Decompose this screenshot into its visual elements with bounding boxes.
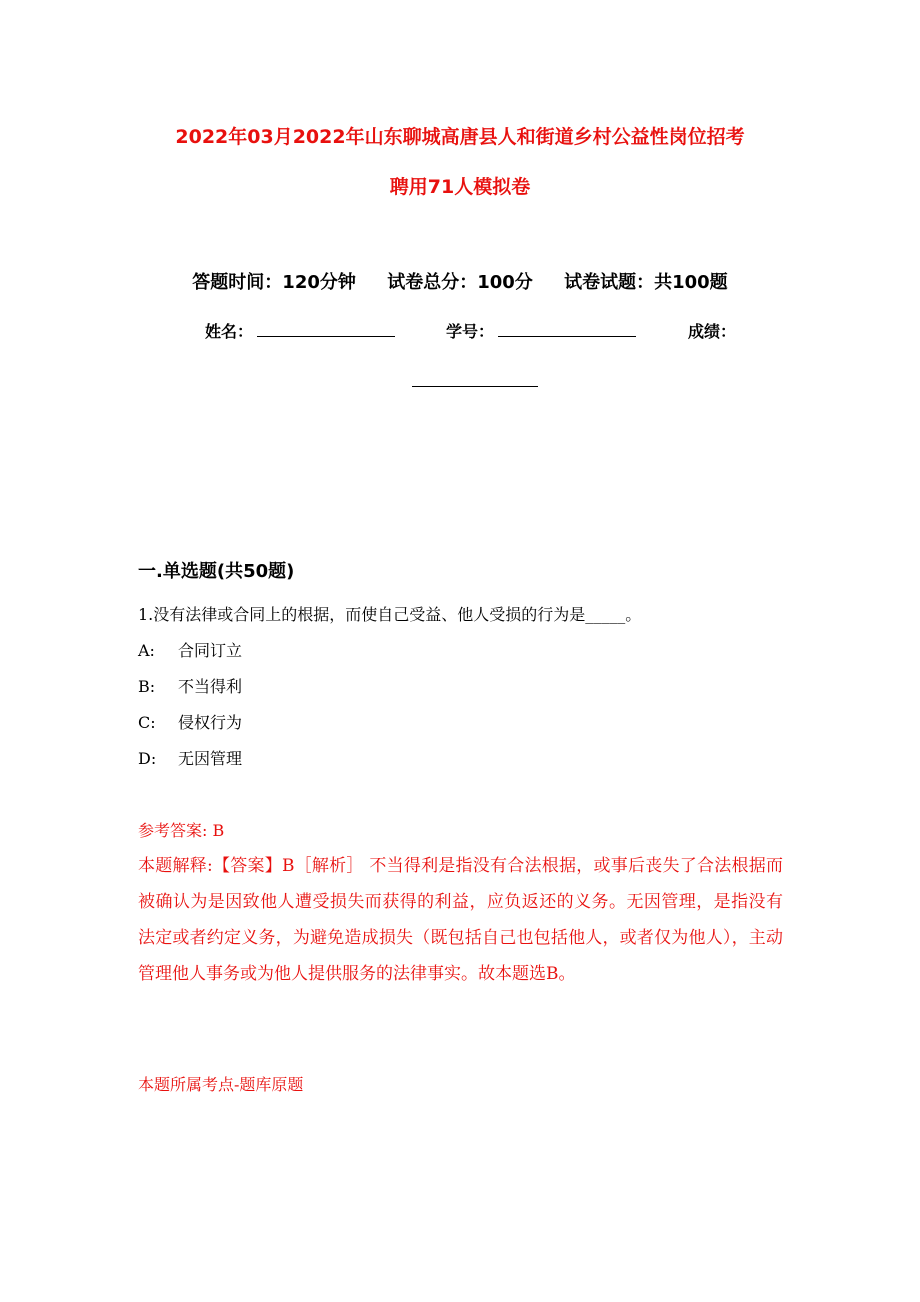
- student-id-field[interactable]: [446, 319, 636, 342]
- answer-explanation: 本题解释:【答案】B［解析］ 不当得利是指没有合法根据，或事后丧失了合法根据而被确认为是因致他人遭受损失而获得的利益，应负返还的义务。无因管理，是指没有法定或者约定义务，为避免造成损失（既包括自己也包括他人，或者仅为他人），主动管理他人事务或为他人提供服务的法律事实。故本题选B。: [138, 856, 783, 984]
- option-text: 侵权行为: [178, 713, 243, 732]
- option-letter: C:: [138, 713, 156, 732]
- option-letter: B:: [138, 677, 156, 696]
- option-letter: A:: [138, 641, 155, 660]
- exam-title-line-2: 聘用71人模拟卷: [389, 176, 531, 198]
- name-field[interactable]: [205, 319, 395, 342]
- option-b[interactable]: [138, 674, 242, 697]
- score-field[interactable]: [688, 319, 736, 342]
- question-text: 1.没有法律或合同上的根据，而使自己受益、他人受损的行为是_____。: [138, 605, 642, 624]
- option-text: 不当得利: [178, 677, 243, 696]
- name-blank-line: [257, 320, 395, 337]
- option-text: 无因管理: [178, 749, 243, 768]
- option-letter: D:: [138, 749, 157, 768]
- exam-title-line-1: 2022年03月2022年山东聊城高唐县人和街道乡村公益性岗位招考: [175, 126, 745, 148]
- exam-meta-info: 答题时间：120分钟 试卷总分：100分 试卷试题：共100题: [192, 272, 728, 293]
- section-heading: 一.单选题(共50题): [138, 561, 295, 582]
- score-label: 成绩：: [688, 322, 737, 341]
- option-a[interactable]: [138, 638, 242, 661]
- reference-answer: 参考答案: B: [138, 821, 225, 840]
- option-c[interactable]: [138, 710, 242, 733]
- option-d[interactable]: [138, 746, 242, 769]
- name-label: 姓名：: [205, 322, 254, 341]
- student-id-label: 学号：: [446, 322, 495, 341]
- question-topic: 本题所属考点-题库原题: [138, 1075, 304, 1094]
- student-id-blank-line: [498, 320, 636, 337]
- score-blank-line: [412, 386, 538, 387]
- option-text: 合同订立: [178, 641, 243, 660]
